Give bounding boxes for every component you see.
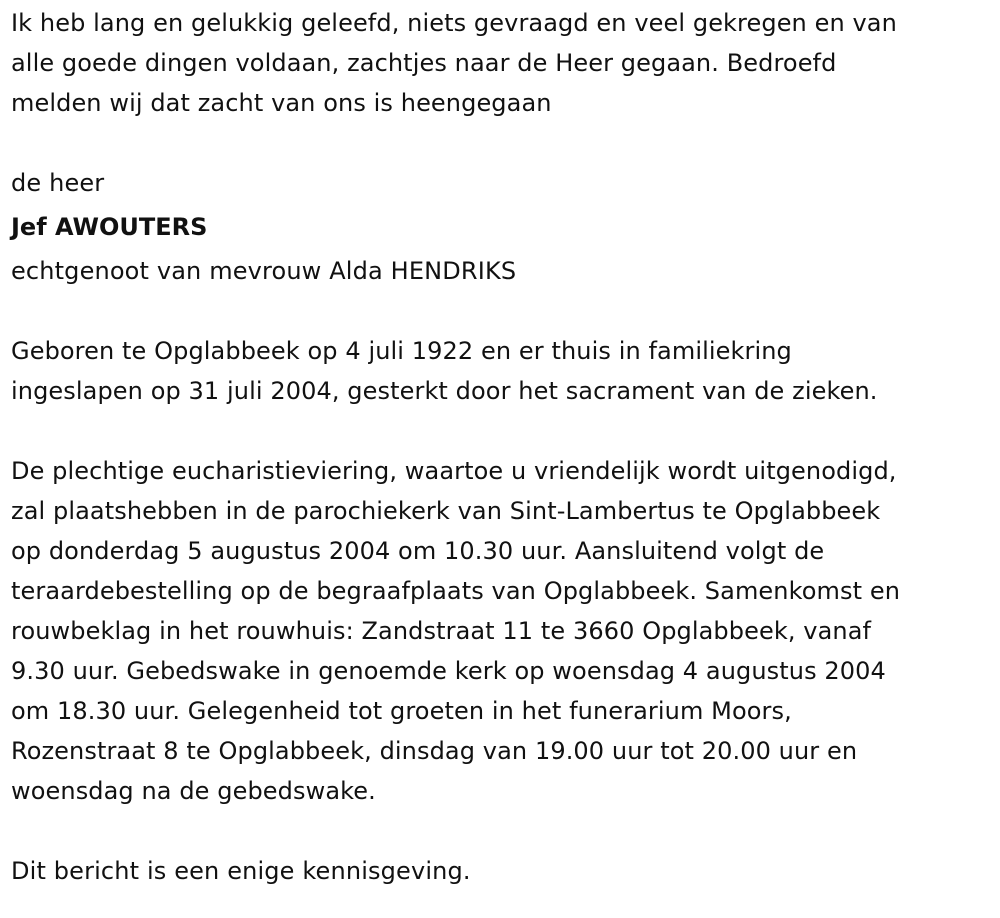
spacer [11,411,985,451]
birth-line: ingeslapen op 31 juli 2004, gesterkt door het sacrament van de zieken. [11,377,878,405]
spacer [11,291,985,331]
spouse-line: echtgenoot van mevrouw Alda HENDRIKS [11,257,517,285]
funeral-line: zal plaatshebben in de parochiekerk van Sint-Lambertus te Opglabbeek [11,497,881,525]
intro-line: alle goede dingen voldaan, zachtjes naar de Heer gegaan. Bedroefd [11,49,837,77]
intro-line: Ik heb lang en gelukkig geleefd, niets gevraagd en veel gekregen en van [11,9,897,37]
intro-line: melden wij dat zacht van ons is heengegaan [11,89,552,117]
funeral-paragraph [11,451,985,811]
funeral-line: Rozenstraat 8 te Opglabbeek, dinsdag van 19.00 uur tot 20.00 uur en [11,737,858,765]
funeral-line: rouwbeklag in het rouwhuis: Zandstraat 11 te 3660 Opglabbeek, vanaf [11,617,872,645]
birth-line: Geboren te Opglabbeek op 4 juli 1922 en er thuis in familiekring [11,337,792,365]
closing-line: Dit bericht is een enige kennisgeving. [11,857,471,885]
birth-paragraph [11,331,985,411]
funeral-line: op donderdag 5 augustus 2004 om 10.30 uur. Aansluitend volgt de [11,537,825,565]
funeral-line: 9.30 uur. Gebedswake in genoemde kerk op woensdag 4 augustus 2004 [11,657,886,685]
funeral-line: om 18.30 uur. Gelegenheid tot groeten in het funerarium Moors, [11,697,792,725]
funeral-line: teraardebestelling op de begraafplaats van Opglabbeek. Samenkomst en [11,577,901,605]
salutation: de heer [11,169,105,197]
spacer [11,123,985,163]
intro-paragraph [11,3,985,123]
funeral-line: woensdag na de gebedswake. [11,777,376,805]
funeral-line: De plechtige eucharistieviering, waartoe u vriendelijk wordt uitgenodigd, [11,457,897,485]
deceased-name: Jef AWOUTERS [11,213,208,241]
spacer [11,811,985,851]
